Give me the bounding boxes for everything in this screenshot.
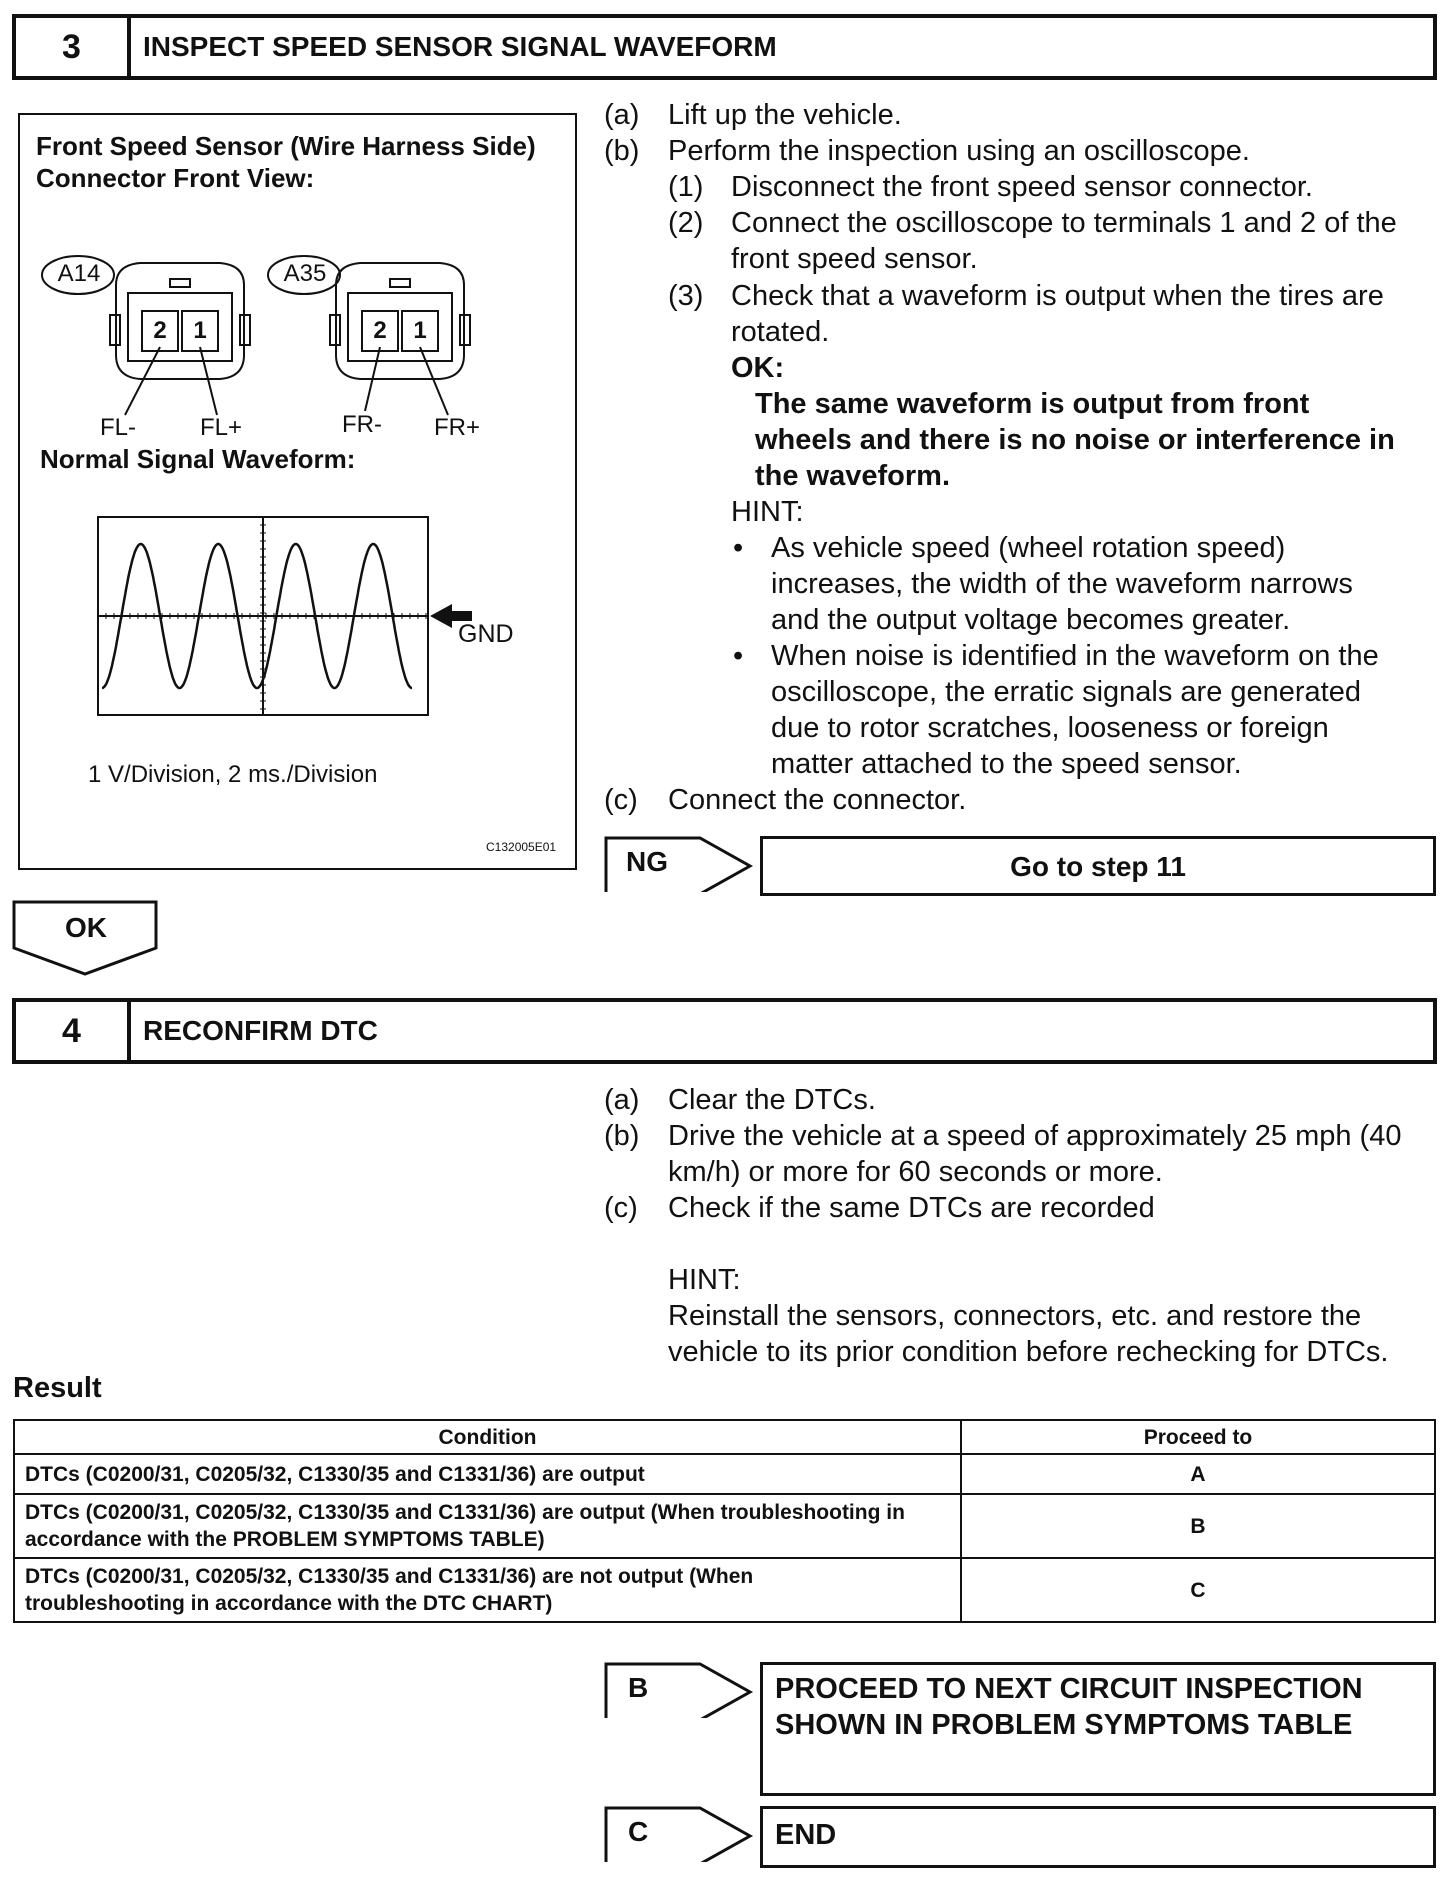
scale-caption: 1 V/Division, 2 ms./Division (88, 761, 378, 788)
item-marker: (b) (604, 1120, 640, 1152)
bullet-text: oscilloscope, the erratic signals are generated (771, 676, 1361, 708)
step-number: 3 (16, 18, 131, 76)
condition-line: DTCs (C0200/31, C0205/32, C1330/35 and C1331/36) are not output (When (25, 1565, 754, 1588)
condition-cell: DTCs (C0200/31, C0205/32, C1330/35 and C1331/36) are output (14, 1454, 961, 1494)
ok-tag[interactable]: OK (65, 912, 107, 943)
item-text: Connect the connector. (668, 784, 967, 816)
item-text: Lift up the vehicle. (668, 99, 902, 131)
terminal-label-fl-neg: FL- (100, 414, 136, 441)
step-title: INSPECT SPEED SENSOR SIGNAL WAVEFORM (143, 31, 777, 62)
pin-1: 1 (413, 317, 427, 344)
speed-sensor-figure (18, 113, 577, 870)
item-text: Check if the same DTCs are recorded (668, 1192, 1155, 1224)
terminal-label-fr-pos: FR+ (434, 414, 481, 441)
item-text: Connect the oscilloscope to terminals 1 and 2 of the (731, 207, 1397, 239)
b-goto-text: SHOWN IN PROBLEM SYMPTOMS TABLE (775, 1709, 1353, 1741)
ng-tag[interactable]: NG (626, 846, 668, 877)
item-marker: (b) (604, 135, 640, 167)
connector-diagram (20, 115, 575, 868)
c-tag-shape (604, 1806, 754, 1862)
table-header-row (14, 1420, 1435, 1454)
item-marker: (a) (604, 99, 640, 131)
result-table (13, 1419, 1436, 1623)
hint-text: vehicle to its prior condition before rechecking for DTCs. (668, 1336, 1389, 1368)
bullet: • (733, 532, 744, 564)
item-text: front speed sensor. (731, 243, 978, 275)
bullet-text: increases, the width of the waveform narrows (771, 568, 1353, 600)
condition-cell (14, 1494, 961, 1558)
item-marker: (a) (604, 1084, 640, 1116)
ok-text: The same waveform is output from front (755, 388, 1310, 420)
bullet-text: and the output voltage becomes greater. (771, 604, 1291, 636)
pin-1: 1 (193, 317, 207, 344)
result-label: Result (13, 1372, 102, 1404)
connector-a35-label: A35 (283, 260, 327, 287)
figure-title-line1: Front Speed Sensor (Wire Harness Side) (36, 131, 536, 161)
condition-cell (14, 1558, 961, 1622)
item-marker: (1) (668, 171, 704, 203)
waveform-plot (98, 517, 428, 715)
proceed-cell: B (961, 1494, 1435, 1558)
item-text: km/h) or more for 60 seconds or more. (668, 1156, 1163, 1188)
ok-label: OK: (731, 352, 785, 384)
hint-text: Reinstall the sensors, connectors, etc. and restore the (668, 1300, 1362, 1332)
item-text: Clear the DTCs. (668, 1084, 876, 1116)
ok-text: the waveform. (755, 460, 950, 492)
bullet: • (733, 640, 744, 672)
waveform-title: Normal Signal Waveform: (40, 444, 356, 474)
bullet-text: As vehicle speed (wheel rotation speed) (771, 532, 1286, 564)
column-header: Condition (14, 1420, 961, 1454)
table-row (14, 1454, 1435, 1494)
item-text: Perform the inspection using an oscilloscope. (668, 135, 1250, 167)
item-text: Disconnect the front speed sensor connector. (731, 171, 1313, 203)
c-goto-box[interactable] (760, 1806, 1436, 1868)
bullet-text: due to rotor scratches, looseness or foreign (771, 712, 1329, 744)
item-text: Drive the vehicle at a speed of approximately 25 mph (40 (668, 1120, 1402, 1152)
table-row (14, 1558, 1435, 1622)
figure-title-line2: Connector Front View: (36, 163, 315, 193)
b-tag[interactable]: B (628, 1672, 649, 1703)
figure-code: C132005E01 (486, 840, 557, 854)
step-title: RECONFIRM DTC (143, 1015, 378, 1046)
connector-a14-label: A14 (57, 260, 101, 287)
column-header: Proceed to (961, 1420, 1435, 1454)
ng-goto-box[interactable] (760, 836, 1436, 896)
condition-line: DTCs (C0200/31, C0205/32, C1330/35 and C1331/36) are output (When troubleshooting in (25, 1501, 905, 1524)
terminal-label-fl-pos: FL+ (200, 414, 243, 441)
step-3-header (12, 14, 1437, 80)
c-goto-text: END (775, 1819, 837, 1851)
pin-2: 2 (373, 317, 387, 344)
condition-line: accordance with the PROBLEM SYMPTOMS TABLE) (25, 1528, 545, 1551)
ng-goto-text: Go to step 11 (1010, 851, 1186, 882)
gnd-label: GND (458, 620, 514, 648)
b-goto-box[interactable] (760, 1662, 1436, 1796)
table-row (14, 1494, 1435, 1558)
c-tag[interactable]: C (628, 1816, 649, 1847)
bullet-text: matter attached to the speed sensor. (771, 748, 1242, 780)
condition-line: troubleshooting in accordance with the DTC CHART) (25, 1592, 553, 1615)
ok-text: wheels and there is no noise or interference in (755, 424, 1395, 456)
bullet-text: When noise is identified in the waveform on the (771, 640, 1379, 672)
hint-label: HINT: (668, 1264, 741, 1296)
terminal-label-fr-neg: FR- (342, 411, 382, 438)
item-marker: (3) (668, 280, 704, 312)
pin-2: 2 (153, 317, 167, 344)
item-marker: (2) (668, 207, 704, 239)
proceed-cell: A (961, 1454, 1435, 1494)
step-number: 4 (16, 1002, 131, 1060)
step-4-header (12, 998, 1437, 1064)
item-text: Check that a waveform is output when the tires are (731, 280, 1384, 312)
hint-label: HINT: (731, 496, 804, 528)
b-tag-shape (604, 1662, 754, 1718)
b-goto-text: PROCEED TO NEXT CIRCUIT INSPECTION (775, 1673, 1363, 1705)
item-marker: (c) (604, 1192, 638, 1224)
item-text: rotated. (731, 316, 830, 348)
item-marker: (c) (604, 784, 638, 816)
proceed-cell: C (961, 1558, 1435, 1622)
